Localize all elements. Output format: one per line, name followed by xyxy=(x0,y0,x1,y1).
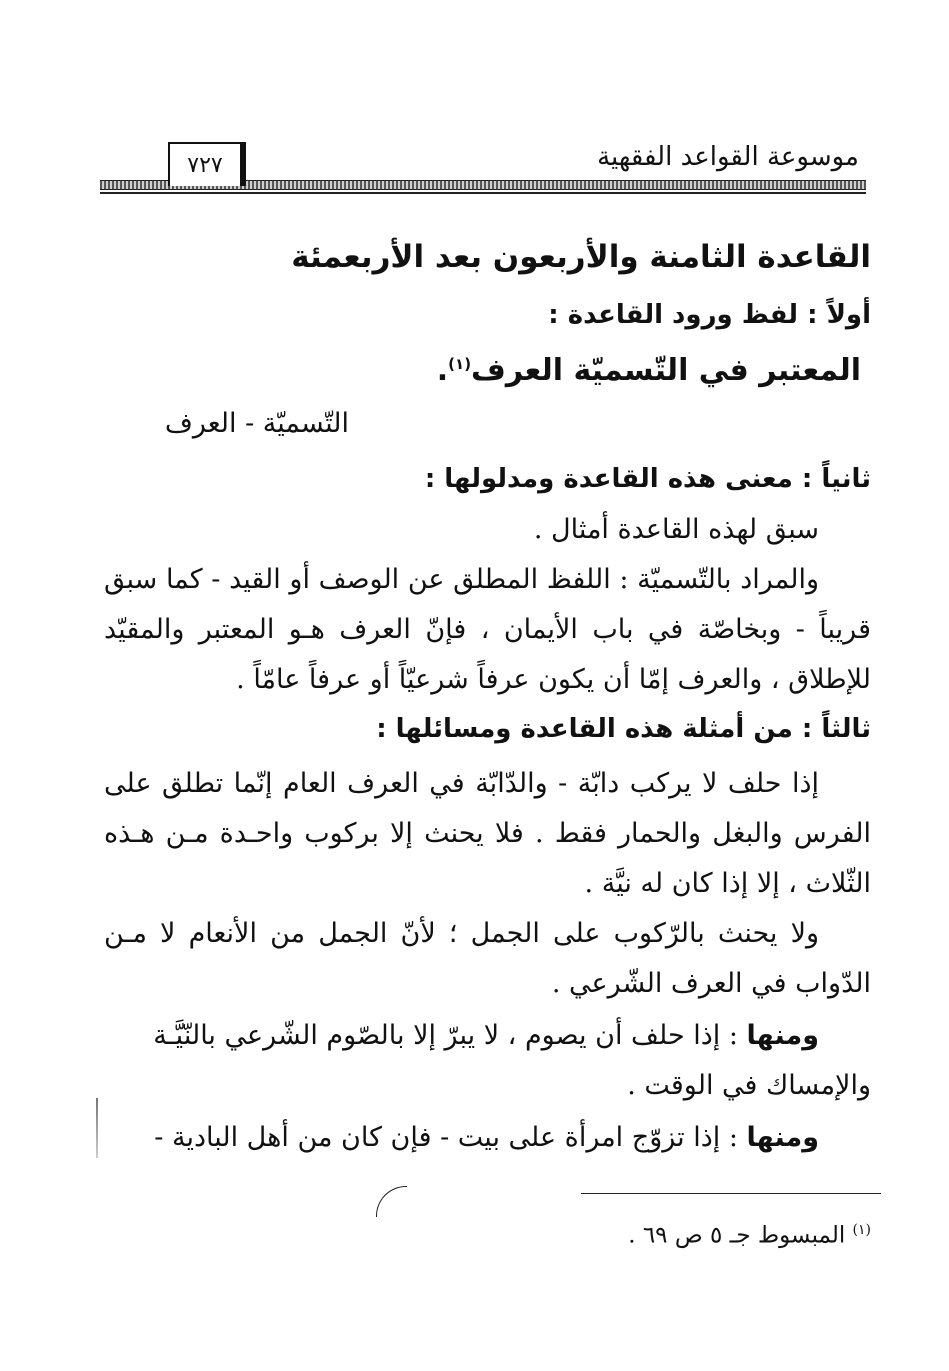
scan-artifact-line xyxy=(96,1098,98,1158)
example-4-lead: ومنها xyxy=(746,1122,819,1153)
example-3-text: : إذا حلف أن يصوم ، لا يبرّ إلا بالصّوم الشّرعي بالنّيَّـة xyxy=(153,1020,747,1051)
page-number: ٧٢٧ xyxy=(168,142,246,186)
example-3-line-2: والإمساك في الوقت . xyxy=(627,1070,871,1101)
example-1-line-2: الفرس والبغل والحمار فقط . فلا يحنث إلا بركوب واحـدة مـن هـذه xyxy=(104,818,871,849)
example-4-text: : إذا تزوّج امرأة على بيت - فإن كان من أهل البادية - xyxy=(154,1122,747,1153)
section-heading-1: أولاً : لفظ ورود القاعدة : xyxy=(548,300,871,330)
running-title: موسوعة القواعد الفقهية xyxy=(597,142,859,172)
example-2-line-2: الدّواب في العرف الشّرعي . xyxy=(551,968,871,999)
example-1-line-3: الثّلاث ، إلا إذا كان له نيَّة . xyxy=(584,868,871,899)
example-3-lead: ومنها xyxy=(746,1020,819,1051)
footnote xyxy=(628,1222,871,1249)
paragraph-2-line-2: قريباً - وبخاصّة في باب الأيمان ، فإنّ العرف هـو المعتبر والمقيّد xyxy=(104,614,871,645)
rule-statement xyxy=(436,353,861,388)
keywords: التّسميّة - العرف xyxy=(164,408,349,439)
example-1-line-1: إذا حلف لا يركب دابّة - والدّابّة في العرف العام إنّما تطلق على xyxy=(104,768,819,799)
rule-heading: القاعدة الثامنة والأربعون بعد الأربعمئة xyxy=(291,239,871,275)
section-heading-2: ثانياً : معنى هذه القاعدة ومدلولها : xyxy=(424,464,871,494)
rule-text-end: . xyxy=(436,353,449,388)
header-rule-thin xyxy=(100,192,866,194)
paragraph-2-line-3: للإطلاق ، والعرف إمّا أن يكون عرفاً شرعيّاً أو عرفاً عامّاً . xyxy=(236,664,871,695)
footnote-text: المبسوط جـ ٥ ص ٦٩ . xyxy=(628,1222,846,1249)
footnote-mark: (١) xyxy=(852,1222,871,1238)
paragraph-1: سبق لهذه القاعدة أمثال . xyxy=(533,514,819,545)
example-3-line-1 xyxy=(104,1022,819,1049)
scan-artifact-arc xyxy=(376,1186,407,1217)
section-heading-3: ثالثاً : من أمثلة هذه القاعدة ومسائلها : xyxy=(376,714,871,744)
paragraph-2-line-1: والمراد بالتّسميّة : اللفظ المطلق عن الوصف أو القيد - كما سبق xyxy=(104,564,819,595)
rule-text: المعتبر في التّسميّة العرف xyxy=(471,353,861,388)
footnote-ref: (١) xyxy=(448,355,472,373)
example-2-line-1: ولا يحنث بالرّكوب على الجمل ؛ لأنّ الجمل من الأنعام لا مـن xyxy=(104,918,819,949)
example-4-line-1 xyxy=(154,1124,819,1151)
footnote-rule xyxy=(581,1193,881,1194)
